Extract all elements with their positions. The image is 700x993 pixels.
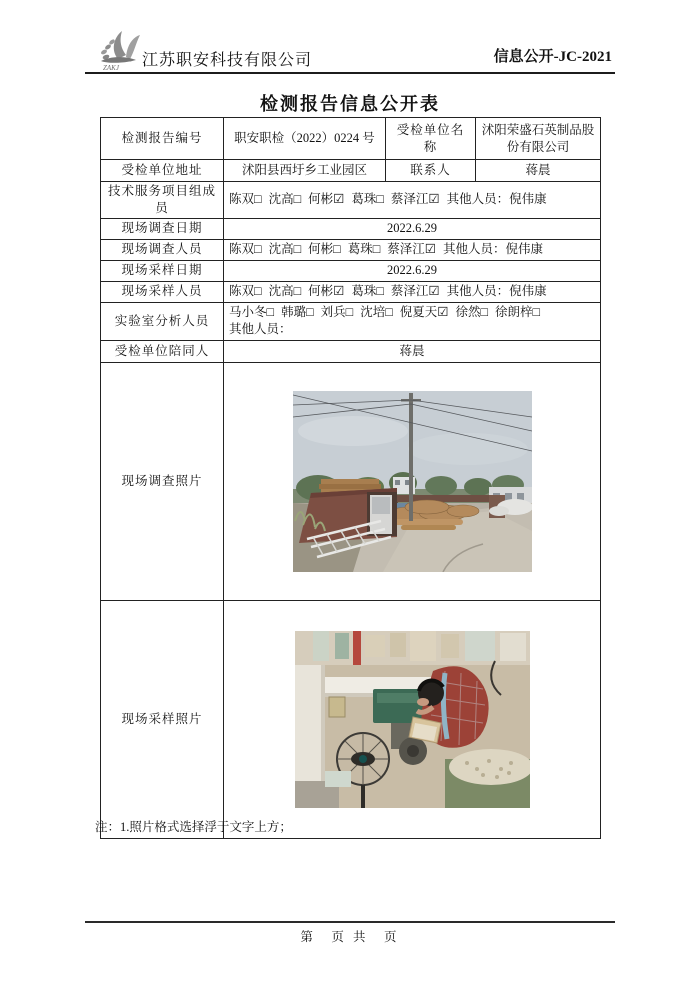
unit-name-label: 受检单位名称 [386,118,476,160]
member-checkbox: 马小冬□ [229,305,275,320]
sampling-photo [295,631,530,808]
header-rule [85,72,615,74]
member-checkbox: 沈高□ [268,242,302,257]
address-value: 沭阳县西圩乡工业园区 [224,160,386,182]
table-row [101,218,601,239]
survey-staff-members [229,242,443,256]
survey-staff-label: 现场调查人员 [101,239,224,260]
sampling-staff-cell [224,281,601,302]
footer-page-text: 第 页 共 页 [300,930,400,944]
page-title: 检测报告信息公开表 [260,94,440,114]
table-row [101,182,601,219]
table-row [101,118,601,160]
escort-label: 受检单位陪同人 [101,340,224,362]
table-row [101,260,601,281]
contact-label: 联系人 [386,160,476,182]
escort-value: 蒋晨 [224,340,601,362]
member-checkbox: 葛珠□ [347,242,381,257]
report-no-value: 职安职检（2022）0224 号 [224,118,386,160]
member-checkbox: 韩璐□ [281,305,314,320]
survey-date-value: 2022.6.29 [224,218,601,239]
member-checkbox: 何彬☑ [308,284,345,299]
company-logo-icon [96,28,142,72]
sampling-photo-cell [224,600,601,838]
sampling-staff-label: 现场采样人员 [101,281,224,302]
table-row [101,239,601,260]
team-label: 技术服务项目组成员 [101,182,224,219]
company-name: 江苏职安科技有限公司 [142,52,313,69]
team-others-text: 其他人员：倪伟康 [446,192,547,207]
member-checkbox: 倪夏天☑ [399,305,449,320]
table-row [101,302,601,340]
member-checkbox: 陈双□ [229,284,262,299]
member-checkbox: 徐朗梓□ [495,305,541,320]
survey-staff-cell [224,239,601,260]
member-checkbox: 陈双□ [229,242,262,257]
table-row [101,160,601,182]
table-row [101,362,601,600]
member-checkbox: 沈高□ [268,192,302,207]
contact-value: 蒋晨 [476,160,601,182]
lab-staff-members [229,305,547,319]
member-checkbox: 葛珠□ [351,192,384,207]
member-checkbox: 何彬□ [308,242,341,257]
team-members [229,192,447,206]
team-members-cell [224,182,601,219]
table-row [101,600,601,838]
member-checkbox: 葛珠□ [351,284,384,299]
footer-rule [85,921,615,923]
sampling-photo-label: 现场采样照片 [101,600,224,838]
report-no-label: 检测报告编号 [101,118,224,160]
member-checkbox: 沈高□ [268,284,302,299]
sampling-date-value: 2022.6.29 [224,260,601,281]
survey-photo [293,391,532,572]
sampling-others-text: 其他人员：倪伟康 [446,284,547,299]
disclosure-table [100,117,601,839]
member-checkbox: 刘兵□ [320,305,354,320]
sampling-staff-members [229,284,447,298]
address-label: 受检单位地址 [101,160,224,182]
member-checkbox: 蔡泽江☑ [390,192,440,207]
lab-others-text: 其他人员： [229,322,292,337]
survey-photo-cell [224,362,601,600]
member-checkbox: 陈双□ [229,192,262,207]
note-text: 注：1.照片格式选择浮于文字上方； [95,820,292,834]
unit-name-value: 沭阳荣盛石英制品股份有限公司 [476,118,601,160]
survey-others-text: 其他人员：倪伟康 [442,242,543,257]
survey-date-label: 现场调查日期 [101,218,224,239]
member-checkbox: 蔡泽江☑ [390,284,440,299]
member-checkbox: 何彬☑ [308,192,345,207]
member-checkbox: 徐然□ [455,305,489,320]
lab-staff-label: 实验室分析人员 [101,302,224,340]
sampling-date-label: 现场采样日期 [101,260,224,281]
member-checkbox: 沈培□ [360,305,393,320]
doc-number: 信息公开-JC-2021 [493,49,612,65]
table-row [101,340,601,362]
logo-text: ZAKJ [103,64,119,72]
survey-photo-label: 现场调查照片 [101,362,224,600]
lab-staff-cell [224,302,601,340]
member-checkbox: 蔡泽江☑ [387,242,436,257]
table-row [101,281,601,302]
